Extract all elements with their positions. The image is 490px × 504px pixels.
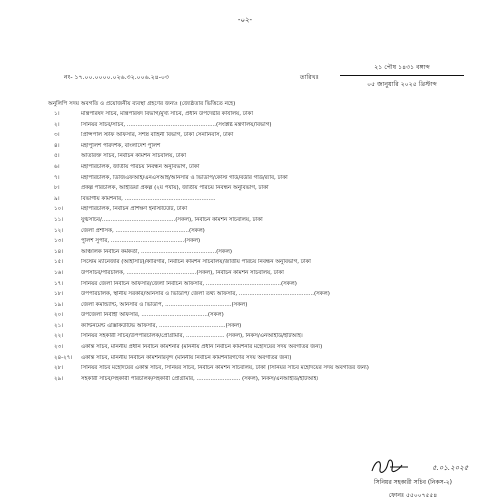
list-item-number: ৭।: [54, 174, 60, 181]
list-item-text: মহাপরিচালক, ডিজিএফআই/এনএসআই/আনসার ও ভিডিপি/কোস্ট গার্ড/বর্ডার গার্ড/র‍্যাব, ঢাকা: [81, 174, 288, 181]
distribution-list: [0, 111, 490, 386]
list-item-number: ১৮।: [54, 291, 64, 298]
memo-number: নং- ১৭.০০.০০০০.০২৬.৩২.০০৬.২৪-০৩: [64, 74, 170, 81]
date-label: তারিখঃ: [300, 74, 319, 81]
list-item: [0, 206, 490, 217]
list-item: [0, 259, 490, 270]
list-item-text: পুলিশ সুপার, ..........................................(সকল): [81, 238, 201, 245]
list-item: [0, 281, 490, 292]
list-item-number: ২৩।: [54, 344, 64, 351]
list-item: [0, 164, 490, 175]
list-item-text: সিনিয়র জেলা নির্বাচন অফিসার/জেলা নির্বাচন অফিসার, ...........................................(সকল): [81, 280, 297, 287]
list-item-number: ২০।: [54, 312, 64, 319]
list-item: [0, 238, 490, 249]
list-item-text: মহাপরিচালক, নির্বাচন প্রশিক্ষণ ইনস্টিটিউট, ঢাকা: [81, 206, 188, 213]
signature-scribble-icon: [368, 455, 428, 477]
list-item-number: ১৯।: [54, 301, 64, 308]
list-item: [0, 355, 490, 366]
list-item: [0, 196, 490, 207]
phone-number: ফোনঃ ৫৫০০৭৫৫৪: [388, 492, 438, 499]
list-item-text: সিনিয়র সচিব মহোদয়ের একান্ত সচিব, সিনিয়র সচিব, নির্বাচন কমিশন সচিবালয়, ঢাকা (সিনিয়র সচিব মহোদয়ের সদয় অবগতির জন্য): [81, 365, 369, 372]
list-item-text: মন্ত্রিপরিষদ সচিব, মন্ত্রিপরিষদ বিভাগ/মুখ্য সচিব, প্রধান উপদেষ্টার কার্যালয়, ঢাকা: [81, 111, 253, 117]
list-item-text: সিনিয়র সচিব/সচিব, ...................................................(সংশ্লিষ্ট মন্ত্রণালয়/বিভাগ): [81, 121, 272, 128]
list-item: [0, 291, 490, 302]
list-item-number: ১০।: [54, 206, 64, 213]
list-item-number: ১২।: [54, 227, 64, 234]
date-english: ০৫ জানুয়ারি ২০২৫ খ্রিস্টাব্দ: [367, 81, 437, 88]
signature-date: ৫.০১.২০২৫: [432, 464, 469, 472]
list-item-text: ক্যান্টনমেন্ট এক্সিকিউটিভ অফিসার, ......................................(সকল): [81, 322, 242, 329]
list-item-text: সিনিয়র সহকারী সচিব/উপপরিচালক/প্রোগ্রামার, ...................... (সকল), নিকস/এনআইডি/ইটিআই।: [81, 333, 303, 340]
list-item-text: অতিরিক্ত সচিব, নির্বাচন কমিশন সচিবালয়, ঢাকা: [81, 153, 186, 160]
list-item-text: একান্ত সচিব, মাননীয় প্রধান নির্বাচন কমিশনার (মাননীয় প্রধান নির্বাচন কমিশনার মহোদয়ের সদয় অবগতির জন্য): [81, 344, 323, 351]
list-item-text: জেলা কমান্ড্যান্ট, আনসার ও ভিডিপি, ......................................(সকল): [81, 301, 248, 308]
list-item-number: ২১।: [54, 322, 64, 329]
list-item-text: সহকারী সচিব/সহকারী পরিচালক/সহকারী প্রোগ্রামার, ......................... (সকল), নিকস/এনআইডি/ইটিআই।: [81, 375, 319, 382]
list-item: [0, 217, 490, 228]
list-item: [0, 153, 490, 164]
list-item-number: ১।: [54, 111, 60, 117]
list-item: [0, 323, 490, 334]
list-item-text: উপসচিব/পরিচালক, ........................................(সকল), নির্বাচন কমিশন সচিবালয়, ঢাকা: [81, 269, 284, 276]
list-item: [0, 333, 490, 344]
date-bangla: ২১ পৌষ ১৪৩১ বঙ্গাব্দ: [340, 62, 464, 76]
list-item: [0, 376, 490, 387]
list-item-text: যুগ্মসচিব/..........................................(সকল), নির্বাচন কমিশন সচিবালয়, ঢাকা: [81, 216, 263, 223]
list-item-number: ৮।: [54, 185, 60, 192]
list-item-text: উপজেলা নির্বাহী অফিসার, ......................................(সকল): [81, 312, 224, 319]
list-item: [0, 365, 490, 376]
list-item-number: ৪।: [54, 142, 60, 149]
list-item: [0, 312, 490, 323]
list-item-number: ৩।: [54, 132, 60, 139]
signatory-title: সিনিয়র সহকারী সচিব (নিকস-২): [373, 479, 453, 486]
list-item-text: একান্ত সচিব, মাননীয় নির্বাচন কমিশনারবৃন্দ (মাননীয় নির্বাচন কমিশনারগণের সদয় অবগতির জন্য): [81, 354, 292, 361]
list-item-text: সিস্টেম ম্যানেজার (আইসিটি)/কারিগরি, নির্বাচন কমিশন সচিবালয়/জাতীয় পরিচয় নিবন্ধন অনুবিভাগ, ঢাকা: [81, 259, 311, 266]
list-item-number: ৯।: [54, 195, 60, 202]
list-item-number: ২৯।: [54, 375, 64, 382]
list-item-number: ৬।: [54, 163, 60, 170]
list-item-text: আঞ্চলিক নির্বাচন কর্মকর্তা, ...........................................(সকল): [81, 248, 233, 255]
list-item-text: উপপরিচালক, স্থানীয় সরকার/আনসার ও ভিডিপি/ জেলা তথ্য অফিসার, ...........................................(সকল): [81, 291, 330, 298]
list-item-number: ১৭।: [54, 280, 64, 287]
list-item: [0, 185, 490, 196]
list-item-number: ২২।: [54, 333, 64, 340]
list-item-number: ১৩।: [54, 238, 64, 245]
signature-block: [348, 455, 478, 501]
signature: [348, 455, 478, 477]
list-item-number: ২৪-২৭।: [54, 354, 73, 361]
list-item: [0, 132, 490, 143]
list-item-number: ১৫।: [54, 259, 64, 266]
list-item-text: জেলা প্রশাসক, ..........................................(সকল): [81, 227, 205, 234]
list-item: [0, 249, 490, 260]
list-item-text: মহাপরিচালক, জাতীয় পরিচয় নিবন্ধন অনুবিভাগ, ঢাকা: [81, 163, 200, 170]
copy-intro: অনুলিপি সদয় অবগতি ও প্রয়োজনীয় ব্যবস্থা গ্রহণের জন্যঃ (জ্যেষ্ঠতার ভিত্তিতে নহে): [48, 101, 236, 107]
page-number: -০২-: [237, 16, 253, 24]
list-item: [0, 302, 490, 313]
date-box: [340, 62, 464, 90]
list-item-text: বিভাগীয় কমিশনার, ....................................................: [81, 195, 216, 202]
list-item-number: ১৪।: [54, 248, 64, 255]
list-item-text: প্রকল্প পরিচালক, আইডিয়া প্রকল্প (২য় পর্যায়), জাতীয় পরিচয় নিবন্ধন অনুবিভাগ, ঢাকা: [81, 185, 269, 192]
list-item-number: ৫।: [54, 153, 60, 160]
list-item: [0, 111, 490, 122]
list-item-text: প্রিন্সিপাল স্টাফ অফিসার, সশস্ত্র বাহিনী বিভাগ, ঢাকা সেনানিবাস, ঢাকা: [81, 132, 234, 139]
list-item: [0, 143, 490, 154]
list-item-number: ১১।: [54, 216, 64, 223]
list-item-number: ২৮।: [54, 365, 64, 372]
list-item-text: মহাপুলিশ পরিদর্শক, বাংলাদেশ পুলিশ: [81, 142, 161, 149]
list-item: [0, 344, 490, 355]
list-item-number: ২।: [54, 121, 60, 128]
list-item: [0, 270, 490, 281]
list-item: [0, 122, 490, 133]
list-item: [0, 175, 490, 186]
list-item-number: ১৬।: [54, 269, 64, 276]
list-item: [0, 228, 490, 239]
